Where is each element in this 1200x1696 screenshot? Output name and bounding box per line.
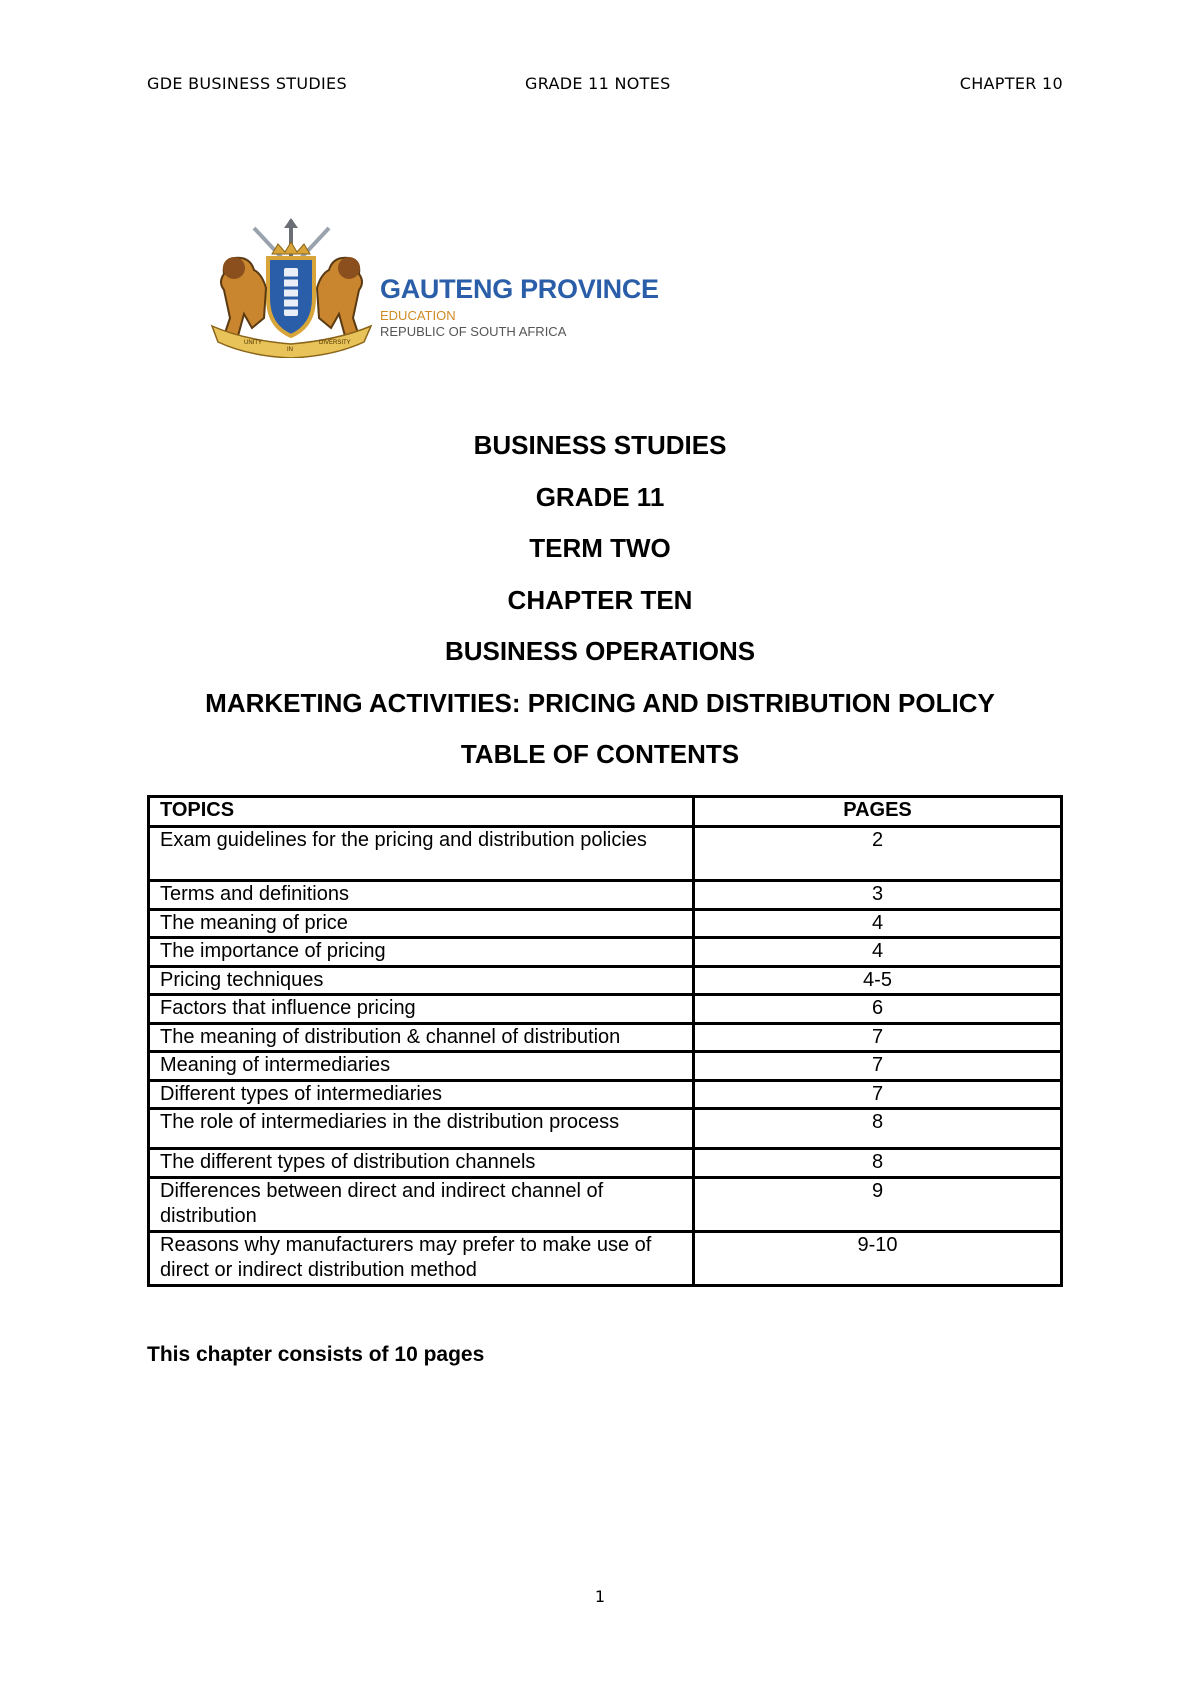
table-row bbox=[149, 881, 1062, 910]
table-row bbox=[149, 1052, 1062, 1081]
toc-topic: The importance of pricing bbox=[149, 938, 694, 967]
toc-header-pages: PAGES bbox=[694, 797, 1062, 827]
toc-topic: The meaning of price bbox=[149, 909, 694, 938]
crest-motto-3: DIVERSITY bbox=[319, 340, 351, 346]
toc-topic: Meaning of intermediaries bbox=[149, 1052, 694, 1081]
crest-motto-2: IN bbox=[287, 347, 293, 353]
title-chapter: CHAPTER TEN bbox=[507, 584, 693, 615]
document-titles bbox=[0, 430, 1200, 791]
toc-page: 4-5 bbox=[694, 966, 1062, 995]
table-row bbox=[149, 1080, 1062, 1109]
title-topic: MARKETING ACTIVITIES: PRICING AND DISTRIBUTION POLICY bbox=[205, 687, 995, 718]
toc-header-topics: TOPICS bbox=[149, 797, 694, 827]
toc-page: 4 bbox=[694, 938, 1062, 967]
toc-topic: Different types of intermediaries bbox=[149, 1080, 694, 1109]
title-grade: GRADE 11 bbox=[535, 481, 665, 512]
header-left: GDE BUSINESS STUDIES bbox=[147, 74, 347, 93]
toc-page: 7 bbox=[694, 1023, 1062, 1052]
toc-topic: Pricing techniques bbox=[149, 966, 694, 995]
table-row bbox=[149, 1149, 1062, 1178]
toc-topic: Reasons why manufacturers may prefer to make use of direct or indirect distribution method bbox=[149, 1231, 694, 1285]
toc-page: 2 bbox=[694, 827, 1062, 881]
table-row bbox=[149, 827, 1062, 881]
toc-page: 6 bbox=[694, 995, 1062, 1024]
title-term: TERM TWO bbox=[529, 533, 671, 563]
toc-page: 9-10 bbox=[694, 1231, 1062, 1285]
title-subject: BUSINESS STUDIES bbox=[473, 430, 727, 460]
toc-page: 4 bbox=[694, 909, 1062, 938]
logo-title: GAUTENG PROVINCE bbox=[380, 274, 659, 304]
toc-page: 7 bbox=[694, 1080, 1062, 1109]
header-center: GRADE 11 NOTES bbox=[525, 74, 671, 93]
table-row bbox=[149, 966, 1062, 995]
toc-page: 9 bbox=[694, 1177, 1062, 1231]
logo-subtitle-country: REPUBLIC OF SOUTH AFRICA bbox=[380, 324, 567, 339]
table-row bbox=[149, 1231, 1062, 1285]
table-row bbox=[149, 1109, 1062, 1149]
toc-topic: The role of intermediaries in the distribution process bbox=[149, 1109, 694, 1149]
toc-page: 7 bbox=[694, 1052, 1062, 1081]
chapter-length-note: This chapter consists of 10 pages bbox=[147, 1343, 485, 1366]
toc-page: 8 bbox=[694, 1149, 1062, 1178]
title-section: BUSINESS OPERATIONS bbox=[444, 636, 756, 666]
toc-header-row bbox=[149, 797, 1062, 827]
coat-of-arms-icon bbox=[204, 218, 379, 358]
toc-topic: Terms and definitions bbox=[149, 881, 694, 910]
toc-topic: Factors that influence pricing bbox=[149, 995, 694, 1024]
table-row bbox=[149, 1177, 1062, 1231]
toc-topic: Differences between direct and indirect channel of distribution bbox=[149, 1177, 694, 1231]
header-right: CHAPTER 10 bbox=[959, 74, 1063, 93]
logo-subtitle-education: EDUCATION bbox=[380, 308, 456, 323]
toc-topic: Exam guidelines for the pricing and distribution policies bbox=[149, 827, 694, 881]
title-toc: TABLE OF CONTENTS bbox=[460, 739, 740, 769]
table-row bbox=[149, 1023, 1062, 1052]
table-row bbox=[149, 938, 1062, 967]
table-of-contents bbox=[147, 795, 1063, 1287]
toc-page: 8 bbox=[694, 1109, 1062, 1149]
toc-topic: The different types of distribution channels bbox=[149, 1149, 694, 1178]
gauteng-logo bbox=[204, 218, 664, 358]
page-number: 1 bbox=[594, 1587, 606, 1606]
toc-page: 3 bbox=[694, 881, 1062, 910]
toc-topic: The meaning of distribution & channel of distribution bbox=[149, 1023, 694, 1052]
table-row bbox=[149, 909, 1062, 938]
table-row bbox=[149, 995, 1062, 1024]
logo-text bbox=[380, 274, 659, 340]
page-header bbox=[147, 74, 1063, 98]
crest-motto-1: UNITY bbox=[244, 340, 262, 346]
